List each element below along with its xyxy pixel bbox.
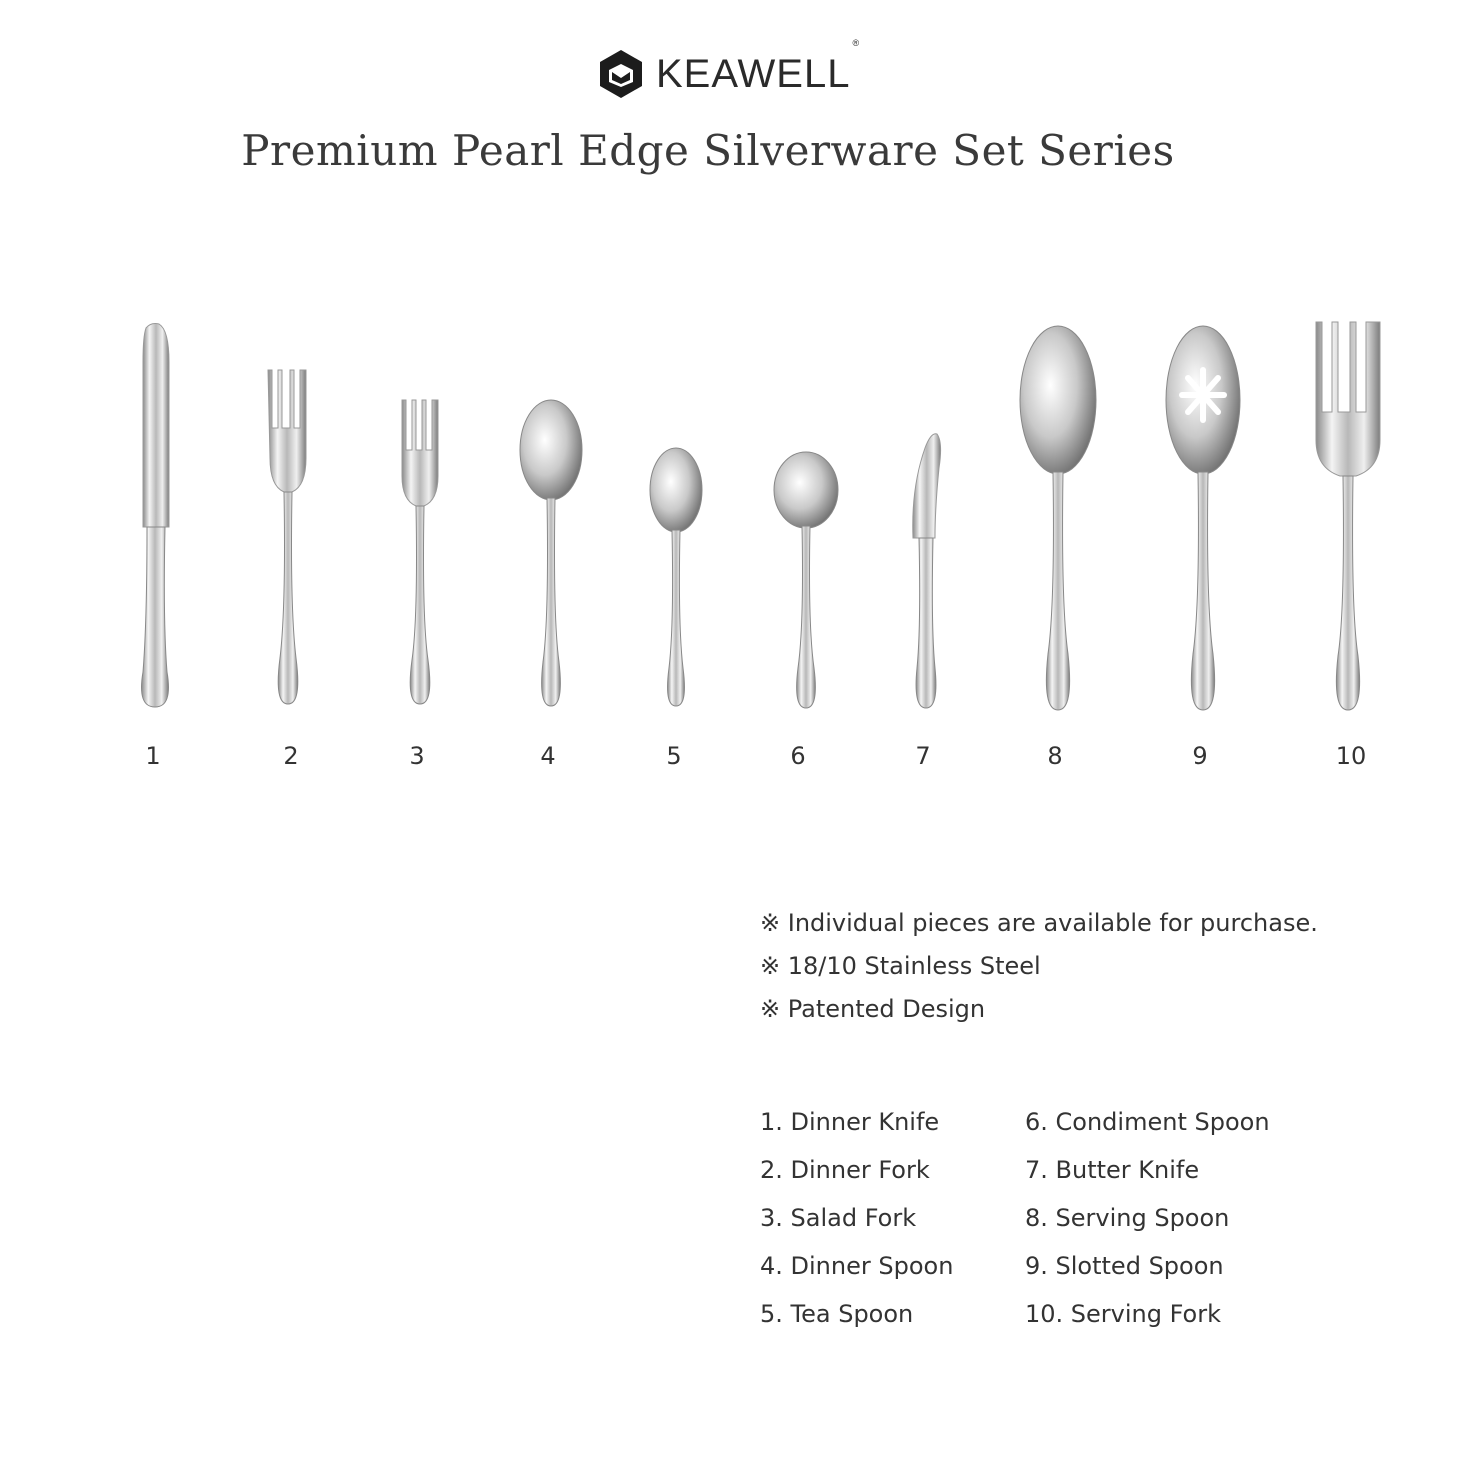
piece-number: 8 bbox=[1047, 742, 1063, 770]
list-item: 4. Dinner Spoon bbox=[760, 1252, 954, 1280]
list-item: 1. Dinner Knife bbox=[760, 1108, 940, 1136]
list-item: 3. Salad Fork bbox=[760, 1204, 917, 1232]
piece-number: 2 bbox=[283, 742, 299, 770]
piece-list-right bbox=[1025, 1102, 1270, 1342]
brand bbox=[598, 37, 861, 102]
list-item: 6. Condiment Spoon bbox=[1025, 1108, 1270, 1136]
page-title: Premium Pearl Edge Silverware Set Series bbox=[241, 126, 1175, 175]
cutlery-row bbox=[0, 310, 1476, 790]
piece-number: 3 bbox=[409, 742, 425, 770]
list-item: 9. Slotted Spoon bbox=[1025, 1252, 1224, 1280]
notes bbox=[760, 902, 1318, 1031]
note: ※ 18/10 Stainless Steel bbox=[760, 952, 1041, 980]
piece-number: 1 bbox=[145, 742, 161, 770]
piece-number: 9 bbox=[1192, 742, 1208, 770]
piece-number: 10 bbox=[1335, 742, 1367, 770]
list-item: 8. Serving Spoon bbox=[1025, 1204, 1230, 1232]
piece-list-left bbox=[760, 1102, 953, 1342]
list-item: 2. Dinner Fork bbox=[760, 1156, 930, 1184]
brand-name: KEAWELL® bbox=[656, 37, 861, 96]
piece-number: 4 bbox=[540, 742, 556, 770]
list-item: 5. Tea Spoon bbox=[760, 1300, 914, 1328]
note: ※ Patented Design bbox=[760, 995, 986, 1023]
piece-number: 5 bbox=[666, 742, 682, 770]
list-item: 7. Butter Knife bbox=[1025, 1156, 1200, 1184]
note: ※ Individual pieces are available for purchase. bbox=[760, 909, 1318, 937]
hexagon-logo-icon bbox=[598, 48, 644, 100]
piece-number: 7 bbox=[915, 742, 931, 770]
piece-number: 6 bbox=[790, 742, 806, 770]
list-item: 10. Serving Fork bbox=[1025, 1300, 1222, 1328]
